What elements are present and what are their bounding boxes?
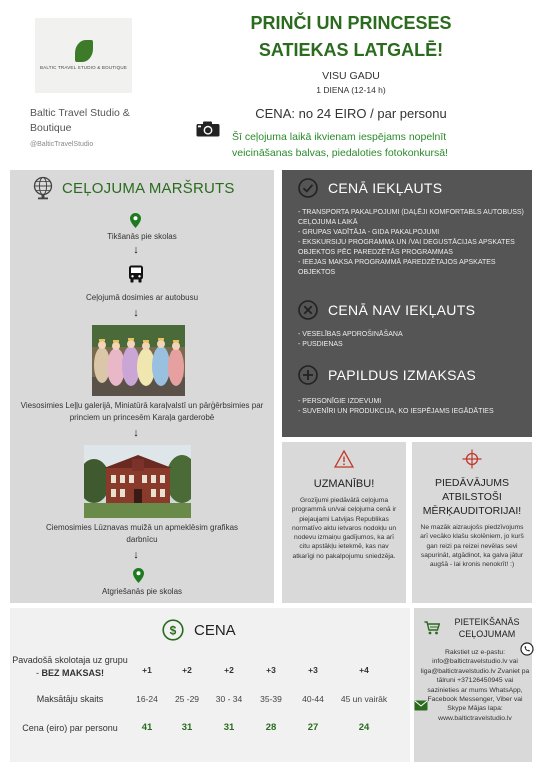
price-cell: 31 [181, 722, 193, 733]
dollar-circle-icon [162, 619, 184, 641]
promo-text: Šī ceļojuma laikā ikvienam iespējams nopelnīt veicināšanas balvas, piedaloties fotokonkursā! [232, 131, 448, 159]
price-info-panel [282, 170, 532, 437]
route-header [32, 176, 235, 200]
price-headline: CENA: no 24 EIRO / par personu [255, 106, 447, 121]
arrow-down: ↓ [133, 244, 139, 256]
booking-text[interactable]: Rakstiet uz e-pastu: info@baltictravelstudio.lv vai liga@baltictravelstudio.lv Zvaniet pa tālruni +37126450945 vai sazinieties ar mums WhatsApp, Facebook Messenger, Viber vai Skype Mājas lapa: www.baltictravelstudio.lv [420, 649, 530, 722]
title-line-1: PRINČI UN PRINCESES [250, 13, 452, 33]
route-panel [10, 170, 274, 603]
message-icon[interactable] [414, 700, 428, 711]
social-handle: @BalticTravelStudio [30, 141, 94, 148]
check-circle-icon [298, 178, 318, 198]
target-icon [462, 449, 482, 469]
list-item: - SUVENĪRI UN PRODUKCIJA, KO IESPĒJAMS IEGĀDĀTIES [298, 408, 494, 415]
company-logo [35, 18, 132, 93]
warning-title: UZMANĪBU! [313, 478, 375, 490]
season: VISU GADU [322, 70, 380, 82]
arrow-down: ↓ [133, 427, 139, 439]
plus-circle-icon [298, 365, 318, 385]
cart-icon [424, 621, 440, 635]
pricing-section [10, 608, 410, 762]
not-included-title: CENĀ NAV IEKĻAUTS [328, 302, 476, 318]
arrow-down: ↓ [133, 549, 139, 561]
route-title: CEĻOJUMA MARŠRUTS [62, 179, 235, 197]
list-item: - PUSDIENAS [298, 341, 343, 348]
page-title [200, 10, 502, 64]
teacher-label: Pavadošā skolotaja uz grupu - BEZ MAKSAS! [12, 655, 128, 678]
group-cell: 35-39 [260, 694, 282, 704]
audience-text: Ne mazāk aizraujošs piedzīvojums arī vecāko klašu skolēniem, jo kurš gan reizi pa reizei nevēlas sevi sapurināt, atgādinot, ka galva jātur augšā - lai kronis nenokrīt! :) [420, 524, 524, 569]
not-included-header [298, 300, 475, 320]
price-cell: 27 [307, 722, 319, 733]
price-label: Cena (eiro) par personu [22, 723, 118, 733]
x-circle-icon [298, 300, 318, 320]
duration: 1 DIENA (12-14 h) [316, 85, 386, 95]
free-cell: +4 [359, 665, 369, 675]
price-cell: 31 [223, 722, 235, 733]
included-title: CENĀ IEKĻAUTS [328, 180, 443, 196]
step-luznava: Ciemosimies Lūznavas muižā un apmeklēsim grafikas darbnīcu [45, 523, 239, 544]
price-cell: 28 [265, 722, 277, 733]
list-item: - EKSKURSIJU PROGRAMMA UN /VAI DEGUSTĀCIJAS APSKATES OBJEKTOS PĒC PAREDZĒTĀS PROGRAMMAS [298, 239, 515, 256]
price-cell: 41 [141, 722, 153, 733]
step-meet: Tikšanās pie skolas [107, 232, 177, 241]
group-cell: 45 un vairāk [340, 694, 388, 704]
not-included-list [298, 330, 526, 350]
free-cell: +3 [308, 665, 318, 675]
pricing-header [162, 619, 236, 641]
whatsapp-icon[interactable] [520, 642, 534, 656]
logo-text: BALTIC TRAVEL STUDIO & BOUTIQUE [39, 65, 128, 70]
free-badge: BEZ MAKSAS! [41, 668, 104, 678]
extra-header [298, 365, 476, 385]
warning-icon [334, 450, 354, 468]
extra-list [298, 397, 526, 417]
location-pin-icon [130, 213, 141, 228]
location-pin-icon [133, 568, 144, 583]
list-item: - TRANSPORTA PAKALPOJUMI (DAĻĒJI KOMFORTABLS AUTOBUSS) CEĻOJUMA LAIKĀ [298, 209, 524, 226]
warning-box [282, 442, 406, 603]
step-gallery: Viesosimies Leļļu galerijā, Miniatūrā karaļvalstī un pārģērbsimies par princiem un princesēm Karaļa garderobē [20, 401, 264, 422]
warning-text: Grozījumi piedāvātā ceļojuma programmā un/vai ceļojuma cenā ir piejaujami Latvijas Republikas normatīvo aktu ietvaros nodokļu un nodevu izmaiņu gadījumos, ka arī citu apstākļu ietekmē, kas nav atkarīgi no pakalpojumu sniedzēja. [291, 497, 397, 560]
step-bus: Ceļojumā dosimies ar autobusu [85, 293, 199, 302]
audience-title: PIEDĀVĀJUMS ATBILSTOŠI MĒRĶAUDITORIJAI! [422, 477, 522, 517]
included-list [298, 208, 526, 278]
audience-box [412, 442, 532, 603]
step-return: Atgriešanās pie skolas [101, 587, 183, 596]
extra-title: PAPILDUS IZMAKSAS [328, 367, 476, 383]
group-cell: 16-24 [136, 694, 158, 704]
globe-icon [32, 176, 54, 200]
bus-icon [128, 265, 144, 283]
price-cell: 24 [358, 722, 370, 733]
arrow-down: ↓ [133, 307, 139, 319]
group-cell: 25 -29 [174, 694, 200, 704]
list-item: - GRUPAS VADĪTĀJA - GIDA PAKALPOJUMI [298, 229, 440, 236]
list-item: - VESELĪBAS APDROŠINĀŠANA [298, 331, 403, 338]
booking-panel [414, 608, 532, 762]
group-cell: 40-44 [302, 694, 324, 704]
group-cell: 30 - 34 [215, 694, 243, 704]
list-item: - IEEJAS MAKSA PROGRAMMĀ PAREDZĒTAJOS APSKATES OBJEKTOS [298, 259, 496, 276]
camera-icon [196, 121, 220, 137]
free-cell: +2 [182, 665, 192, 675]
svg-text:$: $ [169, 623, 177, 638]
included-header [298, 178, 442, 198]
free-cell: +3 [266, 665, 276, 675]
payers-label: Maksātāju skaits [36, 694, 104, 704]
list-item: - PERSONĪGIE IZDEVUMI [298, 398, 382, 405]
free-cell: +2 [224, 665, 234, 675]
booking-title: PIETEIKŠANĀS CEĻOJUMAM [454, 617, 520, 639]
pricing-title: CENA [194, 621, 236, 639]
leaf-icon [75, 40, 93, 62]
brand-name: Baltic Travel Studio & Boutique [30, 107, 130, 134]
princess-photo [92, 325, 185, 396]
title-line-2: SATIEKAS LATGALĒ! [258, 40, 444, 60]
free-cell: +1 [142, 665, 152, 675]
manor-photo [84, 445, 191, 518]
